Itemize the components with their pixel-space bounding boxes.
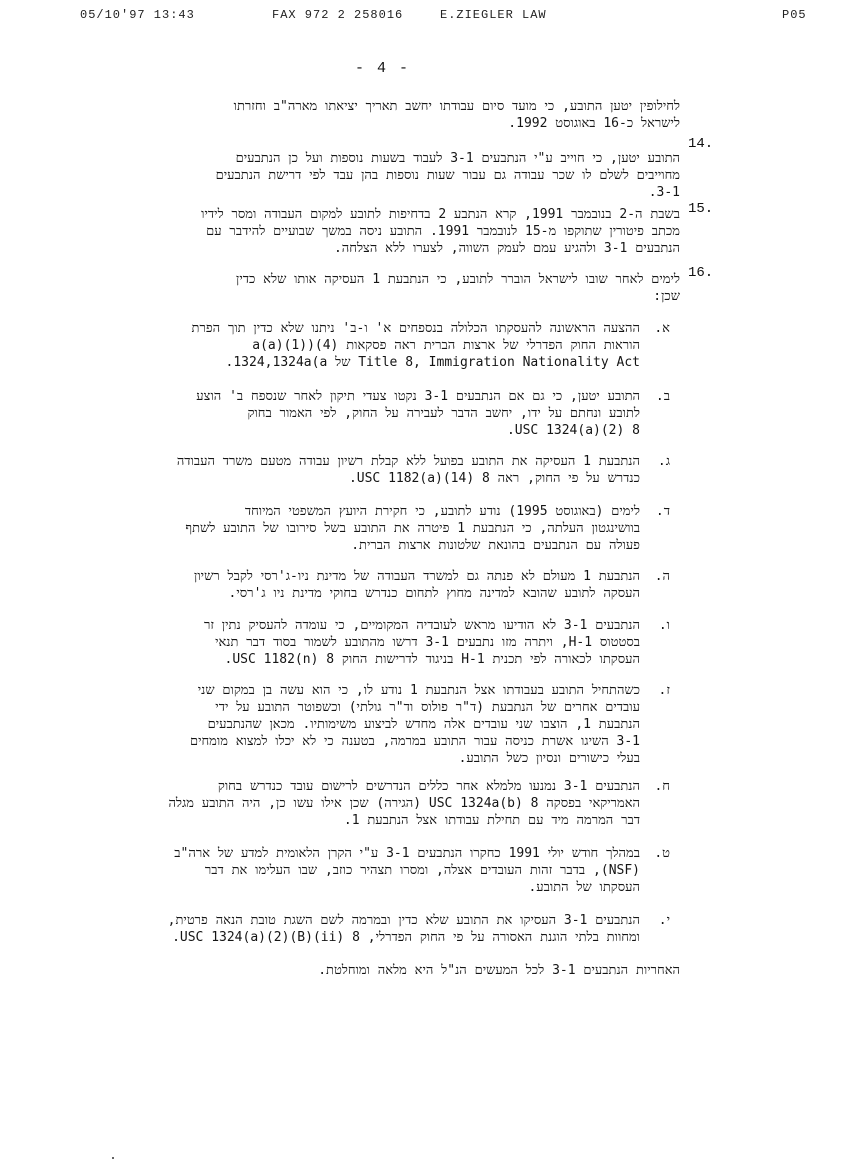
subparagraph-letter: ח. <box>654 779 670 794</box>
text-line: התובע יטען, כי חוייב ע"י הנתבעים 3-1 לעבוד בשעות נוספות ועל כן הנתבעים <box>235 151 680 166</box>
text-line: מכתב פיטורין שתוקפו מ-15 לנובמבר 1991. התובע ניסה במשך שבועיים להידבר עם <box>206 224 680 239</box>
page-number: - 4 - <box>355 60 411 77</box>
subparagraph-f <box>40 617 640 668</box>
subparagraph-b <box>40 388 640 439</box>
text-line: Title 8, Immigration Nationality Act של 1324,1324a(a. <box>225 355 640 370</box>
subparagraph-i <box>40 845 640 896</box>
text-line: לתובע ונחתם על ידו, יחשב הדבר לעבירה על החוק, לפי האמור בחוק <box>247 406 640 421</box>
subparagraph-letter: א. <box>654 321 670 336</box>
subparagraph-a <box>40 320 640 371</box>
text-line: לימים (באוגוסט 1995) נודע לתובע, כי חקירת היועץ המשפטי המיוחד <box>244 504 640 519</box>
text-line: מחוייבים לשלם לו שכר עבודה גם עבור שעות נוספות בהן עבד לפי דרישת הנתבעים <box>215 168 680 183</box>
text-line: 3-1. <box>648 185 680 200</box>
text-line: במהלך חודש יולי 1991 כחקרו הנתבעים 3-1 ע"י הקרן הלאומית למדע של ארה"ב <box>174 846 640 861</box>
text-line: הנתבעת 1 העסיקה את התובע בפועל ללא קבלת רשיון עבודה מטעם משרד העבודה <box>176 454 640 469</box>
text-line: העסקתו של התובע. <box>528 880 640 895</box>
text-line: לחילופין יטען התובע, כי מועד סיום עבודתו יחשב תאריך יציאתו מארה"ב וחזרתו <box>233 99 680 114</box>
text-line: התובע יטען, כי גם אם הנתבעים 3-1 נקטו צעדי תיקון לאחר שנספח ב' הוצע <box>196 389 640 404</box>
text-line: עובדים אחרים של הנתבעת (ד"ר פולוס וד"ר גולתי) וכשפוטר התובע על ידי <box>215 700 640 715</box>
text-line: בוושינגטון העלתה, כי הנתבעת 1 פיטרה את התובע בשל סירובו של התובע לשתף <box>185 521 640 536</box>
subparagraph-j <box>40 912 640 946</box>
text-line: הנתבעים 3-1 לא הודיעו מראש לעובדיה המקומיים, כי עומדה להעסיק נתין זר <box>203 618 640 633</box>
text-line: העסקה לתובע שהובא למדינה מחוץ לתחום כנדרש בחוקי מדינת ניו ג'רסי. <box>228 586 640 601</box>
text-line: הנתבעים 3-1 נמנעו מלמלא אחר כללים הנדרשים לרישום עובד כנדרש בחוק <box>217 779 640 794</box>
text-line: הנתבעים 3-1 העסיקו את התובע שלא כדין ובמרמה לשם השגת טובת הנאה פרטית, <box>167 913 640 928</box>
text-line: האחריות הנתבעים 3-1 לכל המעשים הנ"ל היא מלאה ומוחלטת. <box>318 963 680 978</box>
text-line: בסטטוס H-1, ויתרה מזו נתבעים 3-1 דרשו מהתובע לשמור בסוד דבר תנאי <box>215 635 640 650</box>
fax-date: 05/10'97 13:43 <box>80 8 195 22</box>
subparagraph-letter: י. <box>658 913 670 928</box>
fax-header <box>0 8 864 26</box>
intro-text <box>40 98 680 132</box>
subparagraph-g <box>40 682 640 767</box>
text-line: פעולה עם הנתבעים בהונאת שלטונות ארצות הברית. <box>351 538 640 553</box>
text-line: 3-1 השיגו אשרת כניסה עבור התובע במרמה, בטענה כי לא יכלו למצוא מומחים <box>189 734 640 749</box>
text-line: הנתבעים 3-1 ולהגיע עמם לעמק השווה, לצערו ללא הצלחה. <box>333 241 680 256</box>
subparagraph-e <box>40 568 640 602</box>
subparagraph-letter: ג. <box>657 454 670 469</box>
text-line: כשהתחיל התובע בעבודתו אצל הנתבעת 1 נודע לו, כי הוא עשה בן במקום שני <box>197 683 640 698</box>
text-line: לימים לאחר שובו לישראל הוברר לתובע, כי הנתבעת 1 העסיקה אותו שלא כדין <box>236 272 680 287</box>
paragraph-number: 15. <box>688 201 714 217</box>
text-line: בעלי כישורים ונסיון כשל התובע. <box>458 751 640 766</box>
text-line: ומחוות בלתי הוגנת האסורה על פי החוק הפדרלי, 8 USC 1324(a)(2)(B)(ii). <box>172 930 640 945</box>
paragraph-number: 14. <box>688 136 714 152</box>
subparagraph-c <box>40 453 640 487</box>
subparagraph-letter: ה. <box>654 569 670 584</box>
text-line: לישראל כ-16 באוגוסט 1992. <box>508 116 680 131</box>
text-line: כנדרש על פי החוק, ראה 8 USC 1182(a)(14). <box>348 471 640 486</box>
text-line: שכן: <box>653 289 680 304</box>
fax-sender: E.ZIEGLER LAW <box>440 8 547 22</box>
text-line: הוראות החוק הפדרלי של ארצות הברית ראה פסקאות a(a)(1))(4) <box>252 338 640 353</box>
text-line: ההצעה הראשונה להעסקתו הכלולה בנספחים א' ו-ב' ניתנו שלא כדין תוך הפרת <box>191 321 640 336</box>
text-line: העסקתו לכאורה לפי תכנית H-1 בניגוד לדרישות החוק 8 USC 1182(n). <box>224 652 640 667</box>
subparagraph-letter: ב. <box>655 389 670 404</box>
text-line: הנתבעת 1, הוצבו שני עובדים אלה מחדש לביצוע משימותיו. מכאן שהנתבעים <box>207 717 640 732</box>
subparagraph-letter: ז. <box>658 683 670 698</box>
text-line: בשבת ה-2 בנובמבר 1991, קרא הנתבע 2 בדחיפות לתובע למקום העבודה ומסר לידיו <box>201 207 680 222</box>
text-line: הנתבעת 1 מעולם לא פנתה גם למשרד העבודה של מדינת ניו-ג'רסי לקבל רשיון <box>194 569 640 584</box>
text-line: האמריקאי בפסקה 8 USC 1324a(b) (הגירה) שכן אילו עשו כן, היה התובע מגלה <box>168 796 640 811</box>
paragraph-16 <box>50 271 680 305</box>
subparagraph-d <box>40 503 640 554</box>
fax-page: P05 <box>782 8 807 22</box>
subparagraph-letter: ו. <box>658 618 670 633</box>
paragraph-number: 16. <box>688 265 714 281</box>
fax-number: FAX 972 2 258016 <box>272 8 404 22</box>
text-line: 8 USC 1324(a)(2). <box>506 423 640 438</box>
subparagraph-h <box>40 778 640 829</box>
subparagraph-letter: ט. <box>654 846 670 861</box>
subparagraph-letter: ד. <box>655 504 670 519</box>
paragraph-14 <box>50 150 680 201</box>
text-line: דבר המרמה מיד עם תחילת עבודתו אצל הנתבעת 1. <box>343 813 640 828</box>
closing-statement <box>100 962 680 979</box>
paragraph-15 <box>50 206 680 257</box>
text-line: (NSF), בדבר זהות העובדים אצלה, ומסרו תצהיר כוזב, שבו העלימו את דבר <box>204 863 640 878</box>
scan-speck <box>112 1157 114 1159</box>
